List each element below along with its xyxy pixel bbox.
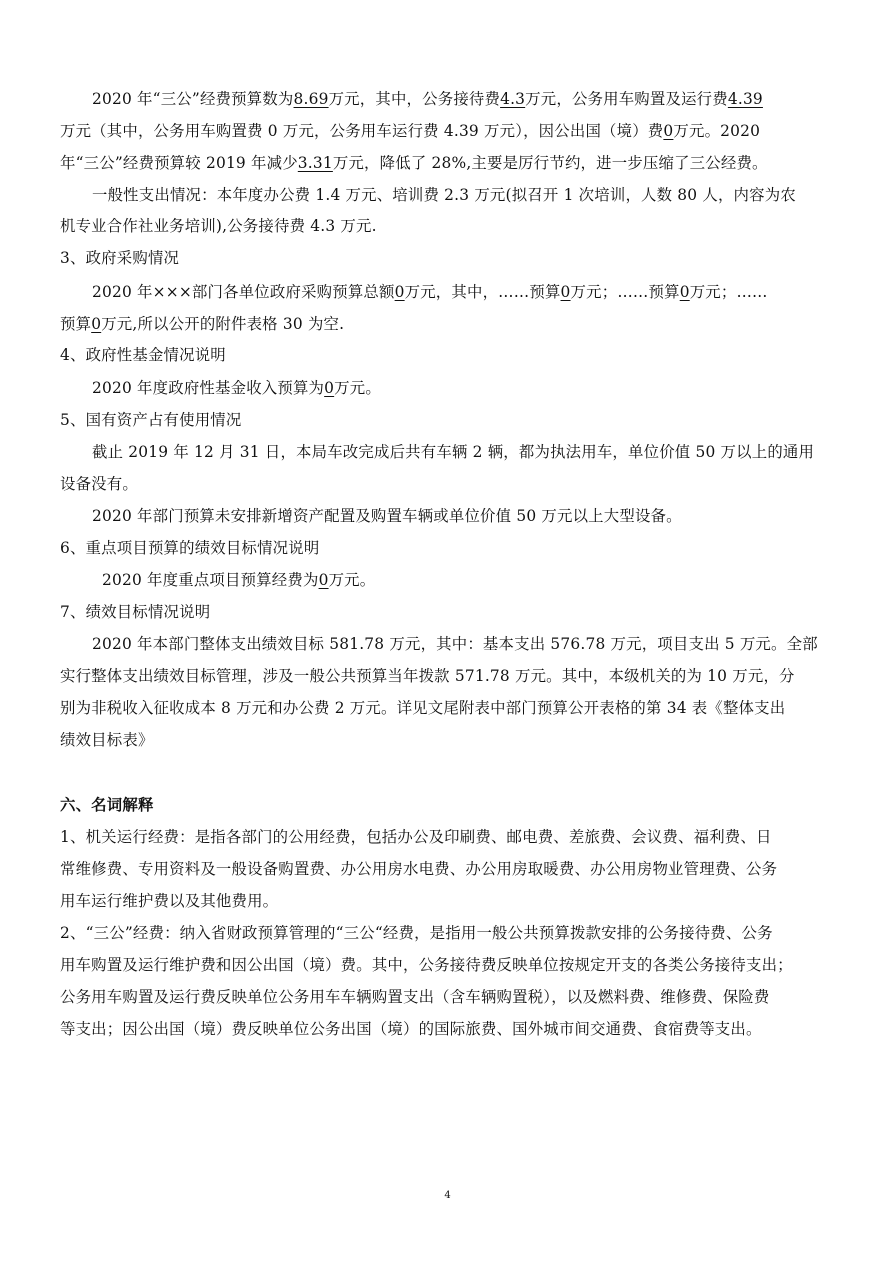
underlined-value: 4.3 bbox=[500, 90, 526, 108]
paragraph-line: 2020 年×××部门各单位政府采购预算总额0万元，其中，……预算0万元；……预算0万元；…… bbox=[92, 283, 768, 301]
section-heading: 4、政府性基金情况说明 bbox=[60, 346, 226, 364]
paragraph-line: 2020 年部门预算未安排新增资产配置及购置车辆或单位价值 50 万元以上大型设备。 bbox=[92, 507, 682, 525]
paragraph-line: 2020 年度政府性基金收入预算为0万元。 bbox=[92, 379, 381, 397]
underlined-value: 0 bbox=[663, 122, 674, 140]
paragraph-line: 截止 2019 年 12 月 31 日，本局车改完成后共有车辆 2 辆，都为执法用车，单位价值 50 万以上的通用 bbox=[92, 443, 815, 461]
underlined-value: 0 bbox=[324, 379, 335, 397]
paragraph-line: 公务用车购置及运行费反映单位公务用车车辆购置支出（含车辆购置税），以及燃料费、维修费、保险费 bbox=[60, 988, 770, 1006]
paragraph-line: 2020 年本部门整体支出绩效目标 581.78 万元，其中：基本支出 576.78 万元，项目支出 5 万元。全部 bbox=[92, 635, 818, 653]
paragraph-line: 1、机关运行经费：是指各部门的公用经费，包括办公及印刷费、邮电费、差旅费、会议费、福利费、日 bbox=[60, 828, 772, 846]
section-title: 六、名词解释 bbox=[60, 796, 154, 814]
paragraph-line: 实行整体支出绩效目标管理，涉及一般公共预算当年拨款 571.78 万元。其中，本级机关的为 10 万元，分 bbox=[60, 667, 795, 685]
paragraph-line: 绩效目标表》 bbox=[60, 731, 154, 749]
paragraph-line: 预算0万元,所以公开的附件表格 30 为空. bbox=[60, 315, 345, 333]
underlined-value: 8.69 bbox=[293, 90, 329, 108]
paragraph-line: 常维修费、专用资料及一般设备购置费、办公用房水电费、办公用房取暖费、办公用房物业管理费、公务 bbox=[60, 860, 778, 878]
underlined-value: 0 bbox=[91, 315, 102, 333]
paragraph-line: 万元（其中，公务用车购置费 0 万元，公务用车运行费 4.39 万元），因公出国（境）费0万元。2020 bbox=[60, 122, 761, 140]
underlined-value: 0 bbox=[679, 283, 690, 301]
section-heading: 6、重点项目预算的绩效目标情况说明 bbox=[60, 539, 320, 557]
paragraph-line: 别为非税收入征收成本 8 万元和办公费 2 万元。详见文尾附表中部门预算公开表格的第 34 表《整体支出 bbox=[60, 699, 786, 717]
page-number: 4 bbox=[444, 1190, 451, 1201]
paragraph-line: 2020 年“三公”经费预算数为8.69万元，其中，公务接待费4.3万元，公务用车购置及运行费4.39 bbox=[92, 90, 763, 108]
paragraph-line: 用车购置及运行维护费和因公出国（境）费。其中，公务接待费反映单位按规定开支的各类公务接待支出； bbox=[60, 956, 793, 974]
underlined-value: 0 bbox=[560, 283, 571, 301]
section-heading: 7、绩效目标情况说明 bbox=[60, 603, 211, 621]
paragraph-line: 设备没有。 bbox=[60, 475, 138, 493]
paragraph-line: 等支出；因公出国（境）费反映单位公务出国（境）的国际旅费、国外城市间交通费、食宿费等支出。 bbox=[60, 1020, 762, 1038]
paragraph-line: 用车运行维护费以及其他费用。 bbox=[60, 892, 279, 910]
paragraph-line: 年“三公”经费预算较 2019 年减少3.31万元，降低了 28%,主要是厉行节约，进一步压缩了三公经费。 bbox=[60, 154, 768, 172]
underlined-value: 0 bbox=[318, 571, 329, 589]
underlined-value: 0 bbox=[394, 283, 405, 301]
section-heading: 3、政府采购情况 bbox=[60, 249, 180, 267]
underlined-value: 4.39 bbox=[727, 90, 763, 108]
underlined-value: 3.31 bbox=[297, 154, 333, 172]
paragraph-line: 机专业合作社业务培训),公务接待费 4.3 万元. bbox=[60, 217, 377, 235]
section-heading: 5、国有资产占有使用情况 bbox=[60, 411, 242, 429]
paragraph-line: 一般性支出情况：本年度办公费 1.4 万元、培训费 2.3 万元(拟召开 1 次培训，人数 80 人，内容为农 bbox=[92, 186, 796, 204]
paragraph-line: 2020 年度重点项目预算经费为0万元。 bbox=[102, 571, 376, 589]
paragraph-line: 2、“三公”经费：纳入省财政预算管理的“三公“经费，是指用一般公共预算拨款安排的公务接待费、公务 bbox=[60, 924, 773, 942]
